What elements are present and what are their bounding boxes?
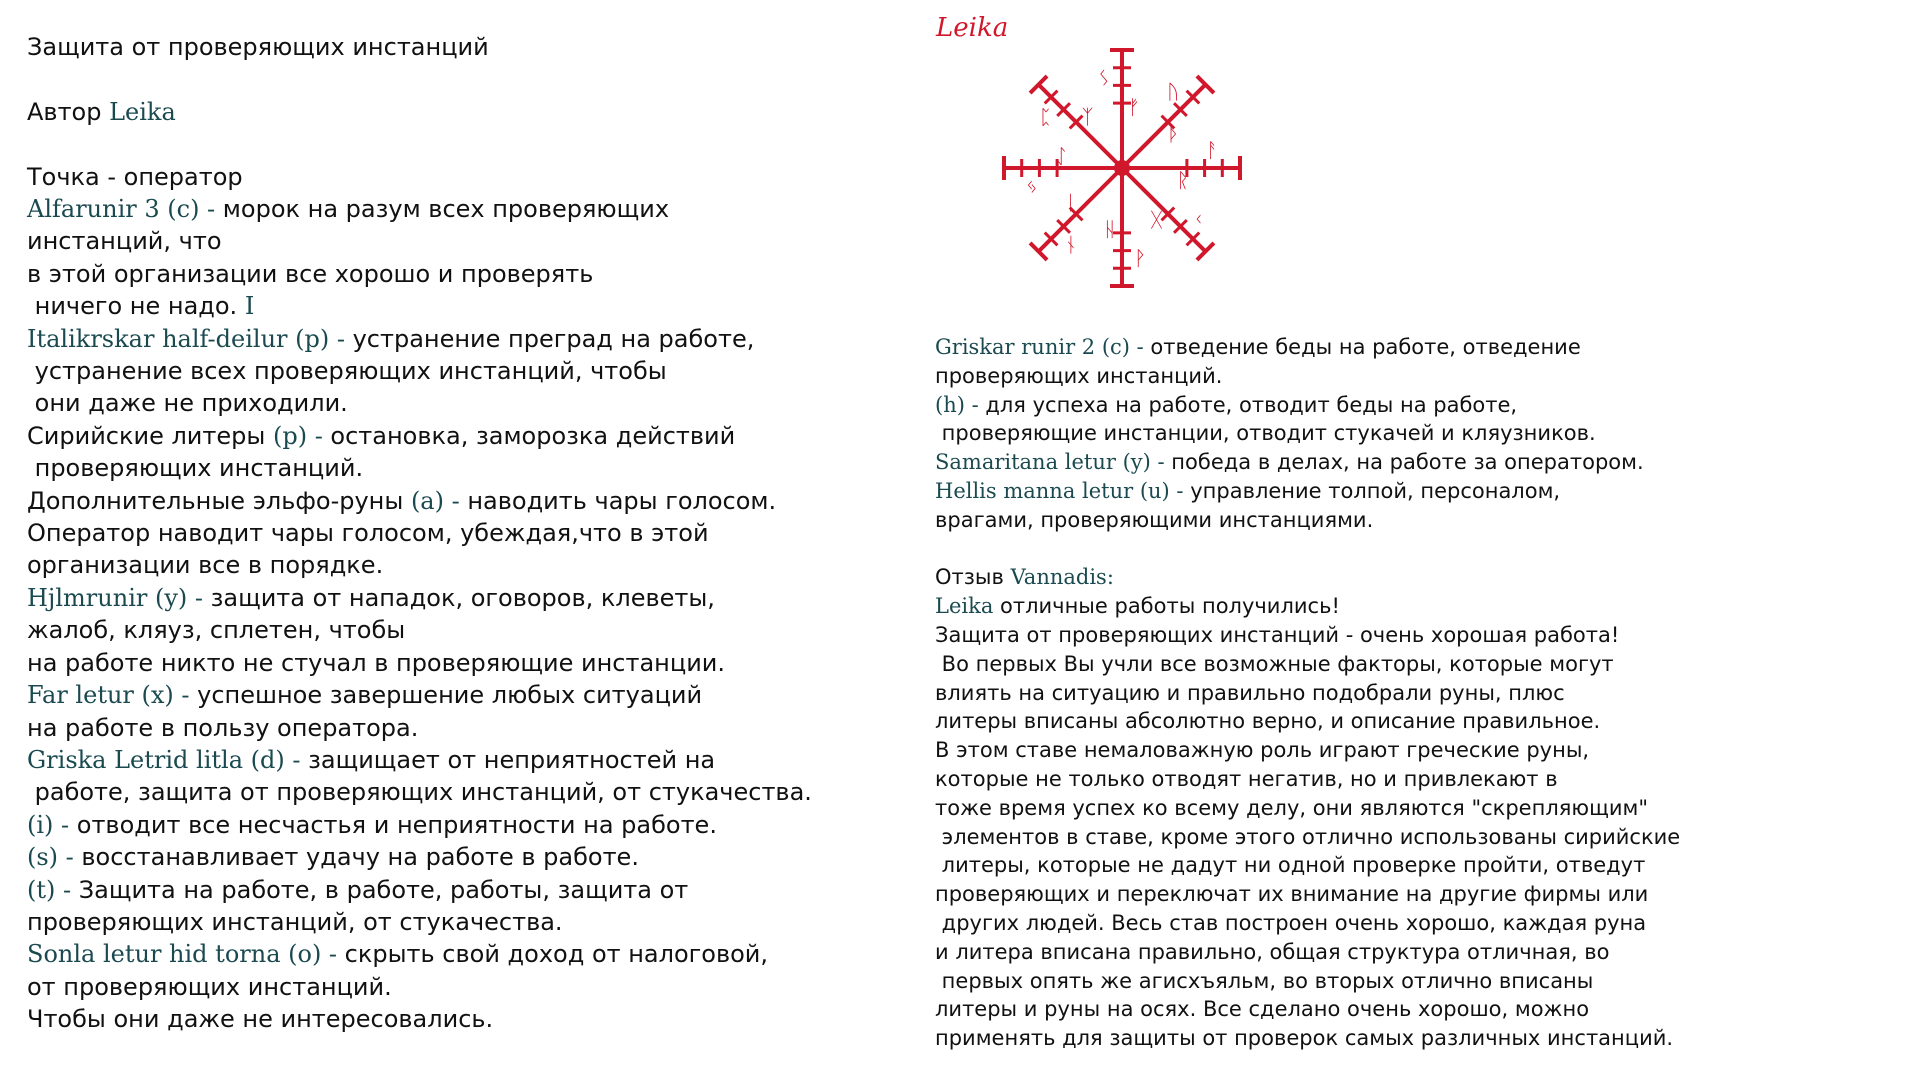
text-segment: Во первых Вы учли все возможные факторы, которые могут (935, 651, 1614, 676)
text-segment: устранение преград на работе, (344, 324, 755, 353)
rune-name: Italikrskar half-deilur (p) - (27, 324, 345, 353)
text-line (935, 967, 1680, 996)
emblem-rune: ᚠ (1128, 95, 1141, 120)
text-line (27, 1003, 812, 1035)
rune-name: (s) - (27, 843, 74, 872)
rune-name: Leika (935, 594, 994, 619)
author-name: Leika (109, 97, 176, 126)
text-segment: тоже время успех ко всему делу, они являются "скрепляющим" (935, 795, 1648, 820)
text-segment: которые не только отводят негатив, но и привлекают в (935, 766, 1558, 791)
rune-name: (i) - (27, 810, 70, 839)
text-line (27, 387, 812, 419)
text-line (27, 744, 812, 776)
emblem-rune: ᚹ (1133, 246, 1146, 271)
page-title: Защита от проверяющих инстанций (27, 33, 489, 61)
text-segment: Оператор наводит чары голосом, убеждая,что в этой (27, 519, 709, 548)
text-segment: Защита на работе, в работе, работы, защита от (71, 875, 689, 904)
text-line (27, 971, 812, 1003)
text-segment: в этой организации все хорошо и проверять (27, 259, 594, 288)
rune-name: Far letur (x) - (27, 681, 190, 710)
text-line (935, 851, 1680, 880)
text-segment: проверяющие инстанции, отводит стукачей и кляузников. (935, 421, 1596, 446)
text-segment: успешное завершение любых ситуаций (189, 681, 703, 710)
text-segment: морок на разум всех проверяющих (215, 195, 670, 223)
text-line (935, 448, 1680, 477)
text-segment: литеры и руны на осях. Все сделано очень хорошо, можно (935, 997, 1590, 1022)
text-line (935, 679, 1680, 708)
text-line (935, 909, 1680, 938)
text-segment: элементов в ставе, кроме этого отлично использованы сирийские (935, 824, 1681, 849)
text-segment: наводить чары голосом. (459, 486, 777, 515)
text-segment: врагами, проверяющими инстанциями. (935, 507, 1374, 532)
text-segment: для успеха на работе, отводит беды на работе, (978, 392, 1518, 417)
text-segment: работе, защита от проверяющих инстанций, от стукачества. (27, 778, 812, 807)
text-line (935, 391, 1680, 420)
text-line (935, 592, 1680, 621)
text-segment: проверяющих и переключат их внимание на другие фирмы или (935, 882, 1649, 907)
text-line (27, 485, 812, 517)
emblem-rune: ᛃ (1025, 173, 1038, 198)
text-segment: на работе в пользу оператора. (27, 713, 419, 742)
text-segment: проверяющих инстанций. (27, 454, 364, 483)
text-line (27, 161, 812, 193)
text-line (935, 736, 1680, 765)
emblem-rune: ᛊ (1098, 65, 1111, 90)
right-text-block (935, 333, 1680, 1053)
text-line (27, 647, 812, 679)
text-segment: Дополнительные эльфо-руны (27, 486, 411, 515)
text-line (27, 712, 812, 744)
text-line (935, 765, 1680, 794)
left-text-block (27, 161, 812, 1036)
blank-line (935, 535, 1680, 564)
text-line (935, 650, 1680, 679)
text-line (27, 809, 812, 841)
text-segment: организации все в порядке. (27, 551, 384, 580)
emblem-rune: ᛇ (1055, 143, 1068, 168)
text-segment: Защита от проверяющих инстанций - очень хорошая работа! (935, 622, 1620, 647)
text-line (27, 290, 812, 322)
emblem-rune: ᛉ (1081, 104, 1094, 129)
text-segment: литеры, которые не дадут ни одной проверке пройти, отведут (935, 853, 1646, 878)
text-segment: устранение всех проверяющих инстанций, чтобы (27, 357, 667, 386)
text-segment: на работе никто не стучал в проверяющие инстанции. (27, 648, 726, 677)
emblem-rune: ᚲ (1192, 207, 1205, 232)
text-line (935, 823, 1680, 852)
text-segment: В этом ставе немаловажную роль играют греческие руны, (935, 738, 1590, 763)
text-segment: они даже не приходили. (27, 389, 348, 418)
rune-name: (t) - (27, 875, 72, 904)
emblem-rune: ᚺ (1103, 216, 1116, 241)
emblem-center-dot (1114, 160, 1130, 176)
text-segment: проверяющих инстанций, от стукачества. (27, 907, 563, 936)
text-line (935, 707, 1680, 736)
text-segment: других людей. Весь став построен очень хорошо, каждая руна (935, 910, 1647, 935)
rune-name: Vannadis: (1010, 565, 1114, 590)
text-segment: ничего не надо. (27, 292, 238, 321)
text-segment: защищает от неприятностей на (300, 745, 716, 774)
text-segment: победа в делах, на работе за оператором. (1164, 450, 1644, 475)
text-line (935, 506, 1680, 535)
text-segment: инстанций, что (27, 227, 222, 256)
text-line (27, 776, 812, 808)
author-line (27, 96, 812, 128)
emblem-rune: ᚾ (1064, 232, 1077, 257)
text-line (27, 874, 812, 906)
rune-name: Sonla letur hid torna (o) - (27, 940, 338, 969)
text-segment: скрыть свой доход от налоговой, (337, 940, 769, 969)
text-segment: Отзыв (935, 565, 1011, 590)
rune-name: Samaritana letur (y) - (935, 450, 1165, 475)
text-line (27, 452, 812, 484)
text-line (935, 880, 1680, 909)
text-line (27, 549, 812, 581)
emblem-rune: ᚦ (1167, 121, 1180, 146)
left-column (27, 31, 812, 1036)
spacer (27, 63, 812, 95)
text-line (27, 906, 812, 938)
text-segment: отводит все несчастья и неприятности на работе. (69, 810, 717, 839)
text-line (935, 794, 1680, 823)
text-segment: Точка - оператор (27, 162, 243, 191)
text-line (27, 225, 812, 257)
rune-emblem (930, 6, 1260, 306)
emblem-rune: ᛁ (1064, 190, 1077, 215)
rune-name: Griska Letrid litla (d) - (27, 745, 301, 774)
text-line (27, 614, 812, 646)
text-segment: проверяющих инстанций. (935, 363, 1223, 388)
emblem-rune: ᚢ (1167, 79, 1180, 104)
text-line (27, 938, 812, 970)
text-line (27, 258, 812, 290)
text-line (27, 679, 812, 711)
text-line (27, 323, 812, 355)
text-segment: применять для защиты от проверок самых различных инстанций. (935, 1026, 1674, 1051)
spacer (27, 128, 812, 160)
text-line (935, 362, 1680, 391)
text-segment: Сирийские литеры (27, 421, 273, 450)
text-segment: первых опять же агисхъяльм, во вторых отлично вписаны (935, 968, 1594, 993)
text-line (27, 582, 812, 614)
text-line (935, 333, 1680, 362)
text-segment: литеры вписаны абсолютно верно, и описание правильное. (935, 709, 1601, 734)
text-line (27, 355, 812, 387)
emblem-rune: ᚷ (1150, 207, 1163, 232)
text-line (27, 193, 812, 225)
text-line (935, 419, 1680, 448)
text-segment: отличные работы получились! (993, 594, 1340, 619)
text-segment: управление толпой, персоналом, (1183, 478, 1561, 503)
text-segment: и литера вписана правильно, общая структура отличная, во (935, 939, 1610, 964)
text-line (935, 563, 1680, 592)
text-segment: остановка, заморозка действий (322, 421, 736, 450)
text-segment: Чтобы они даже не интересовались. (27, 1005, 494, 1034)
text-segment: восстанавливает удачу на работе в работе. (73, 843, 639, 872)
emblem-signature: Leika (936, 13, 1009, 43)
text-segment: защита от нападок, оговоров, клеветы, (203, 583, 715, 612)
text-line (935, 938, 1680, 967)
text-line (935, 477, 1680, 506)
rune-name: (a) - (410, 486, 460, 515)
text-line (27, 841, 812, 873)
rune-name: Alfarunir 3 (c) - (27, 195, 216, 223)
author-label: Автор (27, 97, 110, 126)
rune-name: (p) - (272, 421, 323, 450)
rune-name: Hjlmrunir (y) - (27, 583, 203, 612)
rune-name: Griskar runir 2 (c) - (935, 335, 1144, 359)
emblem-rune: ᚱ (1176, 168, 1189, 193)
text-line (27, 420, 812, 452)
right-column (935, 333, 1680, 1053)
text-line (935, 621, 1680, 650)
text-line (935, 995, 1680, 1024)
text-line (935, 1024, 1680, 1053)
emblem-rune: ᚨ (1206, 138, 1219, 163)
text-segment: от проверяющих инстанций. (27, 972, 392, 1001)
text-line (27, 517, 812, 549)
emblem-rune: ᛈ (1039, 104, 1052, 129)
text-segment: жалоб, кляуз, сплетен, чтобы (27, 616, 406, 645)
text-segment: отведение беды на работе, отведение (1143, 335, 1581, 359)
rune-name: I (237, 292, 255, 321)
text-segment: влиять на ситуацию и правильно подобрали руны, плюс (935, 680, 1565, 705)
rune-name: Hellis manna letur (u) - (935, 478, 1184, 503)
rune-name: (h) - (935, 392, 979, 417)
